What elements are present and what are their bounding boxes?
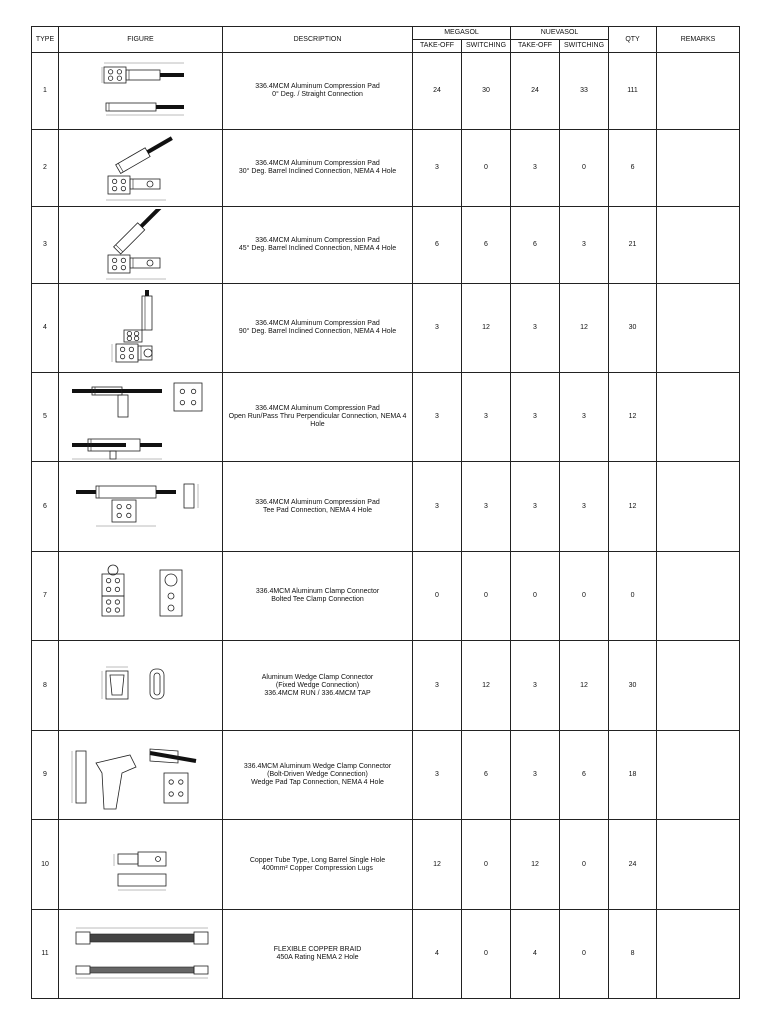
table-row	[32, 373, 740, 462]
type-cell: 6	[32, 462, 59, 552]
nuevasol-switching-cell: 3	[560, 373, 609, 462]
nuevasol-takeoff-cell: 24	[511, 53, 560, 130]
megasol-takeoff-cell: 3	[413, 731, 462, 820]
description-cell	[223, 284, 413, 373]
description-line: 336.4MCM Aluminum Compression Pad	[255, 405, 380, 412]
description-cell	[223, 820, 413, 910]
table-row	[32, 462, 740, 552]
45deg-pad-figure	[63, 209, 219, 282]
description-line: Aluminum Wedge Clamp Connector	[261, 673, 374, 681]
type-cell: 5	[32, 373, 59, 462]
nuevasol-takeoff-cell: 3	[511, 731, 560, 820]
remarks-cell	[657, 552, 740, 641]
megasol-takeoff-cell: 4	[413, 910, 462, 999]
table-row	[32, 130, 740, 207]
description-cell	[223, 373, 413, 462]
nuevasol-switching-cell: 0	[560, 552, 609, 641]
description-line: 336.4MCM Aluminum Compression Pad	[255, 160, 380, 167]
nuevasol-switching-cell: 0	[560, 820, 609, 910]
remarks-cell	[657, 53, 740, 130]
description-cell	[223, 641, 413, 731]
wedge-clamp-figure	[63, 643, 219, 729]
megasol-takeoff-cell: 3	[413, 641, 462, 731]
megasol-switching-cell: 0	[462, 130, 511, 207]
description-line: Tee Pad Connection, NEMA 4 Hole	[263, 506, 372, 514]
nuevasol-takeoff-cell: 3	[511, 462, 560, 552]
type-cell: 2	[32, 130, 59, 207]
table-row	[32, 641, 740, 731]
table-header	[32, 27, 740, 53]
qty-cell: 12	[609, 373, 657, 462]
megasol-switching-cell: 30	[462, 53, 511, 130]
description-line: Bolted Tee Clamp Connection	[271, 596, 364, 603]
header-type: TYPE	[32, 27, 59, 53]
nuevasol-switching-cell: 12	[560, 284, 609, 373]
straight-pad-figure	[63, 55, 219, 128]
nuevasol-takeoff-cell: 6	[511, 207, 560, 284]
megasol-switching-cell: 6	[462, 207, 511, 284]
bolt-wedge-clamp-figure	[63, 733, 219, 818]
qty-cell: 111	[609, 53, 657, 130]
header-megasol: MEGASOL	[413, 27, 511, 40]
megasol-switching-cell: 12	[462, 284, 511, 373]
table-row	[32, 284, 740, 373]
description-line: FLEXIBLE COPPER BRAID	[273, 946, 362, 953]
nuevasol-switching-cell: 6	[560, 731, 609, 820]
qty-cell: 21	[609, 207, 657, 284]
30deg-pad-figure	[63, 132, 219, 205]
description-line: 30° Deg. Barrel Inclined Connection, NEMA 4 Hole	[238, 168, 397, 175]
type-cell: 11	[32, 910, 59, 999]
nuevasol-takeoff-cell: 3	[511, 284, 560, 373]
header-megasol-takeoff: TAKE-OFF	[413, 40, 462, 53]
materials-table	[31, 26, 740, 999]
qty-cell: 8	[609, 910, 657, 999]
remarks-cell	[657, 641, 740, 731]
description-cell	[223, 130, 413, 207]
type-cell: 4	[32, 284, 59, 373]
description-line: 336.4MCM Aluminum Wedge Clamp Connector	[243, 763, 392, 770]
figure-cell	[59, 552, 223, 641]
nuevasol-takeoff-cell: 0	[511, 552, 560, 641]
description-cell	[223, 207, 413, 284]
megasol-switching-cell: 12	[462, 641, 511, 731]
description-cell	[223, 910, 413, 999]
description-line: 336.4MCM RUN / 336.4MCM TAP	[264, 689, 371, 697]
qty-cell: 6	[609, 130, 657, 207]
megasol-takeoff-cell: 3	[413, 130, 462, 207]
figure-cell	[59, 373, 223, 462]
header-figure: FIGURE	[59, 27, 223, 53]
description-line: 336.4MCM Aluminum Compression Pad	[255, 83, 380, 90]
table-row	[32, 552, 740, 641]
description-line: 0° Deg. / Straight Connection	[272, 91, 363, 98]
table-row	[32, 820, 740, 910]
description-line: 336.4MCM Aluminum Compression Pad	[255, 320, 380, 327]
megasol-switching-cell: 0	[462, 910, 511, 999]
header-description: DESCRIPTION	[223, 27, 413, 53]
header-nuevasol-switching: SWITCHING	[560, 40, 609, 53]
description-line: 90° Deg. Barrel Inclined Connection, NEMA 4 Hole	[238, 328, 397, 335]
header-nuevasol: NUEVASOL	[511, 27, 609, 40]
description-cell	[223, 552, 413, 641]
figure-cell	[59, 53, 223, 130]
figure-cell	[59, 641, 223, 731]
megasol-switching-cell: 6	[462, 731, 511, 820]
figure-cell	[59, 130, 223, 207]
description-line: Copper Tube Type, Long Barrel Single Hole	[249, 856, 386, 864]
nuevasol-takeoff-cell: 4	[511, 910, 560, 999]
figure-cell	[59, 207, 223, 284]
megasol-takeoff-cell: 12	[413, 820, 462, 910]
description-cell	[223, 731, 413, 820]
megasol-takeoff-cell: 24	[413, 53, 462, 130]
table-row	[32, 207, 740, 284]
figure-cell	[59, 462, 223, 552]
megasol-switching-cell: 0	[462, 552, 511, 641]
remarks-cell	[657, 207, 740, 284]
description-line: Open Run/Pass Thru Perpendicular Connection, NEMA 4 Hole	[228, 413, 407, 428]
megasol-takeoff-cell: 6	[413, 207, 462, 284]
remarks-cell	[657, 130, 740, 207]
type-cell: 10	[32, 820, 59, 910]
description-line: Wedge Pad Tap Connection, NEMA 4 Hole	[251, 779, 384, 786]
nuevasol-takeoff-cell: 12	[511, 820, 560, 910]
megasol-takeoff-cell: 0	[413, 552, 462, 641]
description-cell	[223, 462, 413, 552]
description-cell	[223, 53, 413, 130]
megasol-takeoff-cell: 3	[413, 462, 462, 552]
description-line: 450A Rating NEMA 2 Hole	[276, 954, 359, 961]
qty-cell: 18	[609, 731, 657, 820]
table-row	[32, 731, 740, 820]
bolted-tee-clamp-figure	[63, 554, 219, 639]
qty-cell: 30	[609, 641, 657, 731]
type-cell: 8	[32, 641, 59, 731]
header-qty: QTY	[609, 27, 657, 53]
nuevasol-switching-cell: 0	[560, 910, 609, 999]
qty-cell: 30	[609, 284, 657, 373]
megasol-takeoff-cell: 3	[413, 373, 462, 462]
description-line: 336.4MCM Aluminum Compression Pad	[255, 498, 380, 506]
header-remarks: REMARKS	[657, 27, 740, 53]
description-line: (Bolt-Driven Wedge Connection)	[267, 771, 368, 778]
90deg-pad-figure	[63, 286, 219, 371]
nuevasol-takeoff-cell: 3	[511, 373, 560, 462]
figure-cell	[59, 731, 223, 820]
megasol-switching-cell: 3	[462, 373, 511, 462]
figure-cell	[59, 910, 223, 999]
nuevasol-takeoff-cell: 3	[511, 641, 560, 731]
remarks-cell	[657, 462, 740, 552]
nuevasol-takeoff-cell: 3	[511, 130, 560, 207]
table-row	[32, 53, 740, 130]
megasol-takeoff-cell: 3	[413, 284, 462, 373]
nuevasol-switching-cell: 33	[560, 53, 609, 130]
description-line: 45° Deg. Barrel Inclined Connection, NEMA 4 Hole	[238, 245, 397, 252]
nuevasol-switching-cell: 3	[560, 207, 609, 284]
tee-pad-figure	[63, 464, 219, 550]
megasol-switching-cell: 0	[462, 820, 511, 910]
header-nuevasol-takeoff: TAKE-OFF	[511, 40, 560, 53]
remarks-cell	[657, 373, 740, 462]
copper-tube-lug-figure	[63, 822, 219, 908]
qty-cell: 0	[609, 552, 657, 641]
nuevasol-switching-cell: 12	[560, 641, 609, 731]
remarks-cell	[657, 284, 740, 373]
table-row	[32, 910, 740, 999]
remarks-cell	[657, 820, 740, 910]
qty-cell: 24	[609, 820, 657, 910]
figure-cell	[59, 820, 223, 910]
description-line: 400mm² Copper Compression Lugs	[262, 864, 373, 872]
type-cell: 3	[32, 207, 59, 284]
type-cell: 1	[32, 53, 59, 130]
nuevasol-switching-cell: 3	[560, 462, 609, 552]
description-line: 336.4MCM Aluminum Compression Pad	[255, 237, 380, 244]
remarks-cell	[657, 910, 740, 999]
description-line: 336.4MCM Aluminum Clamp Connector	[255, 588, 380, 595]
type-cell: 9	[32, 731, 59, 820]
qty-cell: 12	[609, 462, 657, 552]
remarks-cell	[657, 731, 740, 820]
copper-braid-figure	[63, 912, 219, 997]
header-megasol-switching: SWITCHING	[462, 40, 511, 53]
megasol-switching-cell: 3	[462, 462, 511, 552]
open-run-pad-figure	[63, 375, 219, 460]
type-cell: 7	[32, 552, 59, 641]
table-body	[32, 53, 740, 999]
figure-cell	[59, 284, 223, 373]
nuevasol-switching-cell: 0	[560, 130, 609, 207]
description-line: (Fixed Wedge Connection)	[275, 681, 360, 689]
